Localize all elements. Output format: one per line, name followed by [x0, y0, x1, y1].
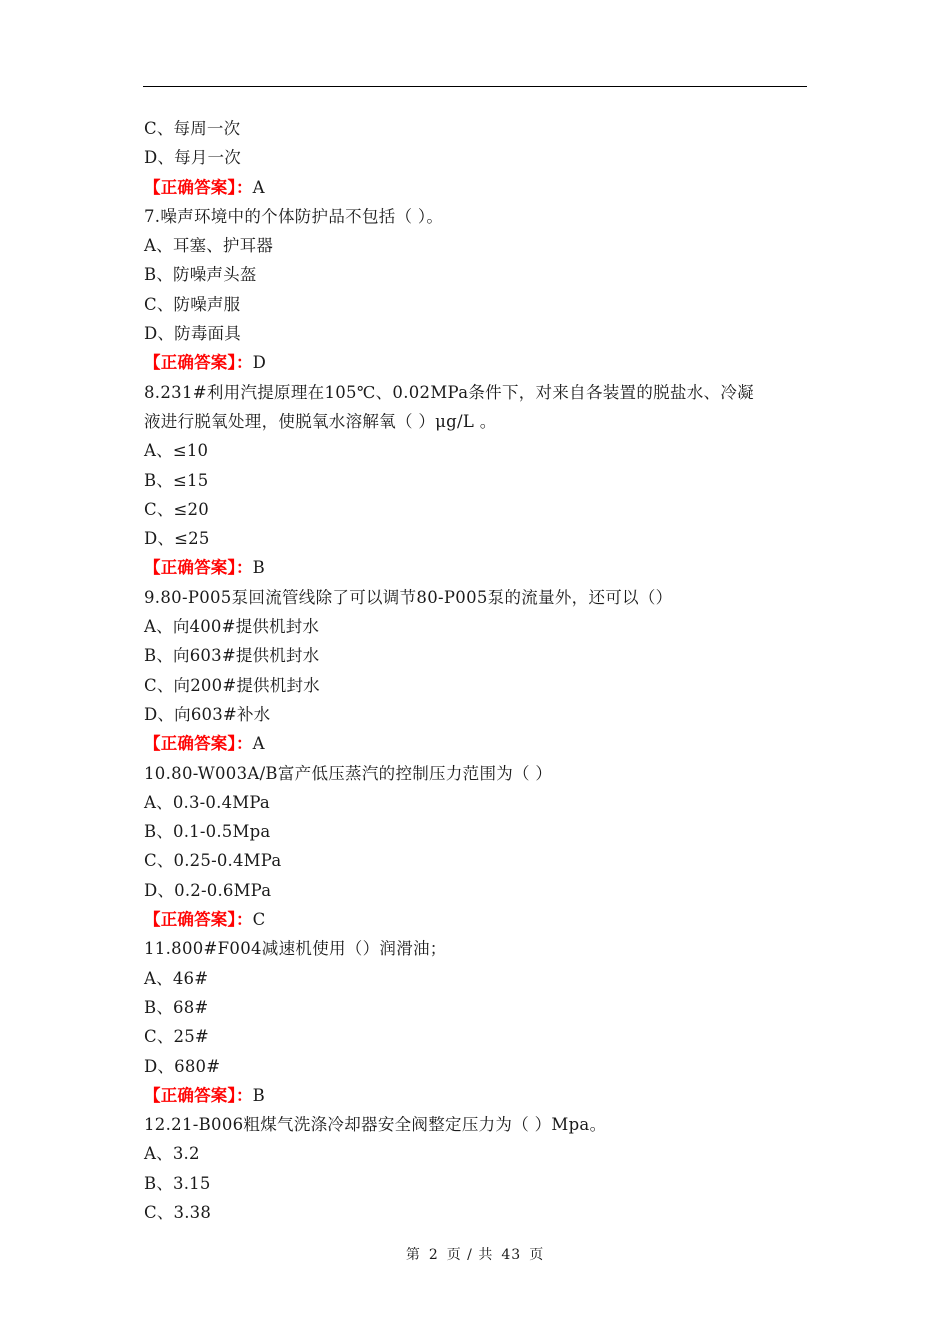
- answer-label: 【正确答案】：: [144, 734, 253, 754]
- footer-prefix: 第: [405, 1247, 421, 1263]
- option-text: C、防噪声服: [144, 294, 241, 314]
- option-text: B、0.1-0.5Mpa: [144, 822, 271, 842]
- answer-line: [144, 729, 808, 758]
- answer-value: B: [252, 1085, 265, 1105]
- answer-value: A: [252, 177, 265, 197]
- option-text: A、耳塞、护耳器: [144, 236, 274, 256]
- option-text: D、680#: [144, 1056, 221, 1076]
- option-text: A、0.3-0.4MPa: [144, 792, 270, 812]
- answer-label: 【正确答案】：: [144, 177, 253, 197]
- answer-label: 【正确答案】：: [144, 1085, 253, 1105]
- answer-value: D: [252, 353, 267, 373]
- option-text: A、46#: [144, 968, 209, 988]
- option-text: B、3.15: [144, 1173, 211, 1193]
- option-text: D、防毒面具: [144, 324, 241, 344]
- option-text: D、每月一次: [144, 148, 241, 168]
- option-text: B、向603#提供机封水: [144, 646, 320, 666]
- footer-suffix: 页: [529, 1247, 545, 1263]
- option-text: C、每周一次: [144, 119, 241, 138]
- option-text: C、3.38: [144, 1202, 212, 1222]
- option-text: C、0.25-0.4MPa: [144, 851, 282, 871]
- option-text: C、25#: [144, 1027, 209, 1047]
- option-text: B、≤15: [144, 470, 209, 490]
- page-footer: [0, 1244, 950, 1264]
- option-text: A、向400#提供机封水: [144, 617, 320, 637]
- option-text: A、3.2: [144, 1144, 200, 1164]
- option-text: C、向200#提供机封水: [144, 675, 320, 695]
- footer-page-number: 2: [428, 1247, 439, 1263]
- answer-line: [144, 553, 808, 582]
- answer-label: 【正确答案】：: [144, 910, 253, 930]
- answer-label: 【正确答案】：: [144, 353, 253, 373]
- answer-value: B: [252, 558, 265, 578]
- question-text: 9.80-P005泵回流管线除了可以调节80-P005泵的流量外，还可以（）: [144, 587, 673, 607]
- footer-total-pages: 43: [501, 1247, 522, 1263]
- option-text: D、0.2-0.6MPa: [144, 880, 272, 900]
- question-text: 11.800#F004减速机使用（）润滑油；: [144, 939, 447, 959]
- question-text: 7.噪声环境中的个体防护品不包括（ ）。: [144, 206, 444, 226]
- question-text: 8.231#利用汽提原理在105℃、0.02MPa条件下，对来自各装置的脱盐水、冷凝: [144, 382, 754, 402]
- option-text: A、≤10: [144, 441, 209, 461]
- footer-mid: 页 / 共: [446, 1247, 494, 1263]
- option-text: D、≤25: [144, 529, 210, 549]
- answer-label: 【正确答案】：: [144, 558, 253, 578]
- question-text: 12.21-B006粗煤气洗涤冷却器安全阀整定压力为（ ）Mpa。: [144, 1115, 607, 1135]
- option-text: C、≤20: [144, 499, 209, 519]
- question-text: 液进行脱氧处理，使脱氧水溶解氧（ ）μg/L 。: [144, 411, 497, 431]
- header-rule: [143, 86, 807, 87]
- question-content: [144, 114, 808, 1227]
- option-text: B、防噪声头盔: [144, 265, 257, 285]
- answer-value: A: [252, 734, 265, 754]
- answer-line: [144, 348, 808, 377]
- answer-value: C: [252, 910, 266, 930]
- answer-line: [144, 173, 808, 202]
- option-text: D、向603#补水: [144, 704, 271, 724]
- option-text: B、68#: [144, 997, 209, 1017]
- answer-line: [144, 1081, 808, 1110]
- answer-line: [144, 905, 808, 934]
- question-text: 10.80-W003A/B富产低压蒸汽的控制压力范围为（ ）: [144, 763, 553, 783]
